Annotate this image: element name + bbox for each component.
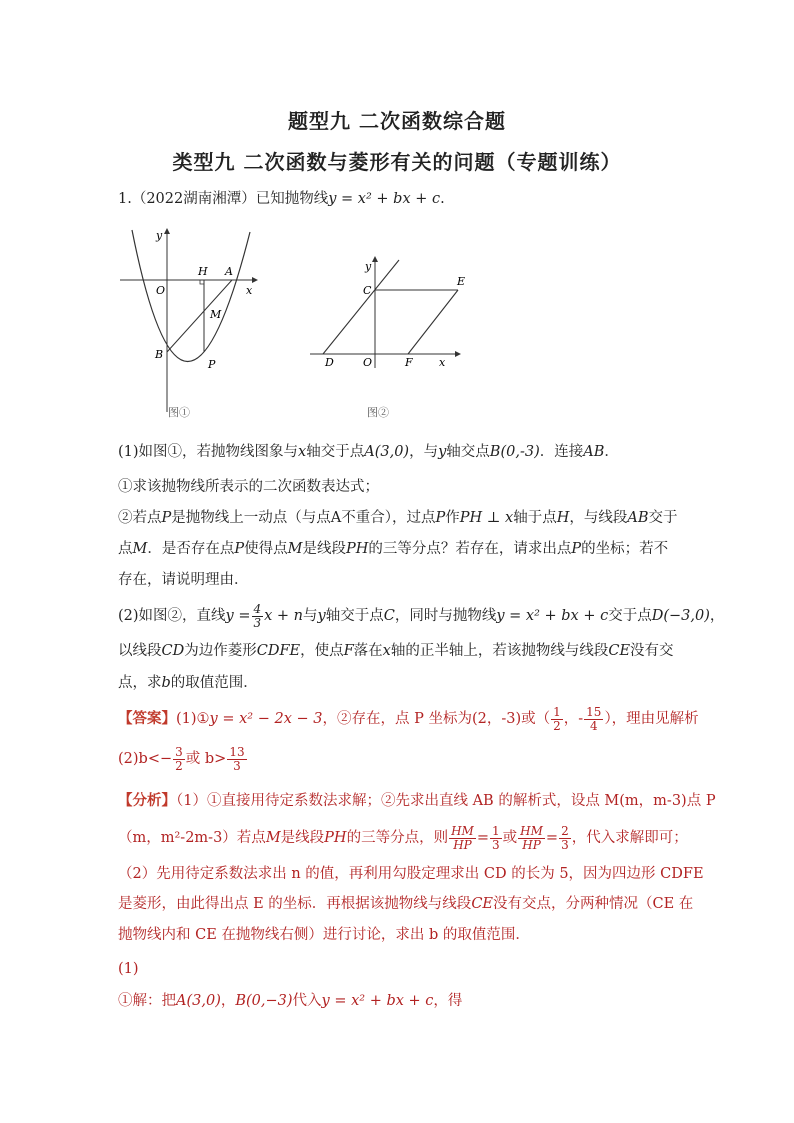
question-intro-text: 1.（2022湖南湘潭）已知抛物线 — [118, 191, 329, 207]
fraction — [584, 706, 603, 732]
part1-l3-c: 作 — [445, 510, 460, 526]
analysis-eq1: = — [476, 830, 489, 847]
solution-s1-A: A(3,0) — [176, 993, 221, 1009]
fig2-f-label: F — [405, 356, 413, 369]
part1-l1-e: ．连接 — [539, 444, 584, 460]
part1-l4-M: M — [132, 541, 148, 557]
part1-l4-b: ．是否存在点 — [147, 541, 235, 557]
part2-l3-b: b — [161, 675, 171, 691]
answer-f2n: 15 — [586, 705, 602, 719]
part2-l2-d: 落在 — [353, 643, 383, 659]
part1-l4-a: 点 — [118, 541, 133, 557]
part1-line5: 存在，请说明理由． — [118, 572, 249, 588]
part1-l3-d: 轴于点 — [513, 510, 557, 526]
answer-b2: 或 b> — [185, 751, 227, 768]
analysis-l4-CE: CE — [471, 896, 493, 912]
intro-end: . — [440, 191, 445, 207]
fraction — [252, 603, 264, 629]
part2-l1-f: y = x² + bx + c — [496, 608, 609, 625]
part2-l1-y: y = — [225, 608, 251, 625]
part1-l4-c: 使得点 — [244, 541, 288, 557]
page-title: 题型九 二次函数综合题 — [288, 109, 506, 133]
intro-formula: y = x² + bx + c — [328, 191, 441, 207]
fig1-h-label: H — [198, 265, 208, 278]
answer-f4d: 3 — [233, 758, 241, 773]
answer-line2 — [118, 746, 678, 772]
analysis-l2-d: 或 — [502, 830, 518, 847]
fig1-b-label: B — [155, 348, 164, 361]
fig2-caption: 图② — [367, 406, 389, 419]
part2-l1-fd: 3 — [253, 615, 262, 630]
part2-l1-g: 交于点 — [608, 608, 652, 625]
part1-l1-AB: AB — [583, 444, 605, 460]
question-intro — [118, 191, 678, 208]
part1-l1-B: B(0,-3) — [489, 444, 540, 460]
part2-l3-a: 点，求 — [118, 675, 162, 691]
analysis-f2d: 3 — [492, 837, 500, 852]
part2-l3-c: 的取值范围． — [170, 675, 258, 691]
answer-f3n: 3 — [175, 745, 183, 759]
figure-2 — [305, 250, 465, 422]
figure-1 — [112, 222, 262, 422]
solution-s1-d: ，得 — [433, 993, 463, 1009]
answer-f1n: 1 — [553, 705, 561, 719]
analysis-f1n: HM — [451, 824, 474, 838]
fig2-o-label: O — [363, 356, 373, 369]
fraction — [551, 706, 563, 732]
part1-l1-y: y — [438, 444, 447, 460]
analysis-l4-a: 是菱形，由此得出点 E 的坐标．再根据该抛物线与线段 — [118, 896, 472, 912]
analysis-l2-e: ，代入求解即可； — [571, 830, 688, 847]
analysis-f4n: 2 — [561, 824, 569, 838]
fraction — [490, 825, 502, 851]
analysis-line2 — [118, 824, 688, 852]
part2-l2-e: 轴的正半轴上，若该抛物线与线段 — [390, 643, 609, 659]
part1-l3-b: 是抛物线上一动点（与点A不重合），过点 — [171, 510, 436, 526]
analysis-l1: （1）①直接用待定系数法求解；②先求出直线 AB 的解析式，设点 M(m，m-3)点 P — [176, 793, 716, 809]
answer-a1: (1)① — [176, 711, 210, 728]
fig1-y-label: y — [156, 229, 163, 242]
solution-line1 — [118, 993, 678, 1010]
part1-l1-x: x — [298, 444, 307, 460]
solution-s1-c: 代入 — [292, 993, 322, 1009]
page-subtitle: 类型九 二次函数与菱形有关的问题（专题训练） — [172, 150, 622, 174]
part2-l2-a: 以线段 — [118, 643, 162, 659]
analysis-line4 — [118, 896, 694, 913]
part1-line1 — [118, 444, 678, 461]
fraction — [518, 825, 545, 851]
analysis-f2n: 1 — [492, 824, 500, 838]
part2-l1-fn: 4 — [253, 602, 262, 616]
part1-l3-P2: P — [435, 510, 446, 526]
part1-l4-e: 的三等分点？若存在，请求出点 — [368, 541, 572, 557]
fig2-c-label: C — [363, 284, 372, 297]
part1-line4 — [118, 541, 678, 558]
part1-l1-A: A(3,0) — [364, 444, 410, 460]
part1-l4-P: P — [234, 541, 245, 557]
fig2-e-label: E — [457, 275, 465, 288]
part2-l1-e: ，同时与抛物线 — [394, 608, 497, 625]
solution-s1: ①解：把 — [118, 993, 176, 1009]
part1-l3-e: ，与线段 — [569, 510, 628, 526]
analysis-label: 【分析】 — [118, 792, 176, 809]
analysis-line1 — [118, 792, 716, 810]
part1-l4-PH: PH — [345, 541, 369, 557]
fig1-m-label: M — [210, 308, 222, 321]
part1-l3-PH: PH ⊥ x — [459, 510, 514, 526]
analysis-l2-a: （m，m²-2m-3）若点 — [118, 830, 266, 847]
fig1-caption: 图① — [168, 406, 190, 419]
solution-s1-b: ， — [220, 993, 236, 1009]
part2-l2-b: 为边作菱形 — [184, 643, 257, 659]
analysis-f4d: 3 — [561, 837, 569, 852]
part2-line3 — [118, 675, 678, 692]
analysis-f1d: HP — [453, 837, 472, 852]
part1-l1-a: (1)如图①，若抛物线图象与 — [118, 444, 299, 460]
part1-line2: ①求该抛物线所表示的二次函数表达式； — [118, 479, 379, 495]
part2-l2-f: 没有交 — [630, 643, 674, 659]
fig1-x-label: x — [246, 284, 253, 297]
part1-line3 — [118, 510, 678, 527]
part2-l2-CDFE: CDFE — [256, 643, 301, 659]
part2-l2-x: x — [382, 643, 391, 659]
answer-label: 【答案】 — [118, 710, 176, 728]
part2-l2-CD: CD — [161, 643, 185, 659]
fig1-o-label: O — [156, 284, 166, 297]
part2-l1-d: 轴交于点 — [325, 608, 384, 625]
analysis-l4-b: 没有交点，分两种情况（CE 在 — [493, 896, 694, 912]
fraction — [173, 746, 185, 772]
answer-a1-formula: y = x² − 2x − 3 — [209, 711, 323, 728]
analysis-l2-b: 是线段 — [280, 830, 325, 847]
part2-l1-b: x + n — [264, 608, 304, 625]
part1-l4-f: 的坐标；若不 — [581, 541, 669, 557]
answer-a4: ），理由见解析 — [604, 711, 699, 728]
fig1-p-label: P — [208, 358, 216, 371]
analysis-l2-M: M — [265, 830, 281, 847]
answer-f2d: 4 — [589, 718, 598, 733]
part2-line2 — [118, 643, 678, 660]
solution-s1-B: B(0,−3) — [235, 993, 293, 1009]
solution-part-label: (1) — [118, 961, 139, 977]
answer-b1: (2)b<− — [118, 751, 173, 768]
part2-l2-CE: CE — [608, 643, 631, 659]
analysis-f3d: HP — [522, 837, 541, 852]
part2-l1-y2: y — [317, 608, 326, 625]
part2-line1 — [118, 602, 725, 630]
part1-l3-H: H — [556, 510, 570, 526]
part1-l1-b: 轴交于点 — [306, 444, 365, 460]
answer-a2: ，②存在，点 P 坐标为(2，-3)或（ — [322, 711, 551, 728]
part1-l3-AB: AB — [627, 510, 649, 526]
analysis-l2-c: 的三等分点，则 — [346, 830, 449, 847]
fig2-d-label: D — [325, 356, 334, 369]
part1-l4-d: 是线段 — [302, 541, 346, 557]
fraction — [449, 825, 476, 851]
fig1-a-label: A — [225, 265, 233, 278]
part1-l4-M2: M — [287, 541, 303, 557]
part1-l1-d: 轴交点 — [446, 444, 490, 460]
analysis-eq2: = — [545, 830, 559, 847]
fig2-y-label: y — [365, 260, 372, 273]
part1-l4-P2: P — [571, 541, 582, 557]
analysis-line5: 抛物线内和 CE 在抛物线右侧）进行讨论，求出 b 的取值范围． — [118, 927, 530, 943]
analysis-f3n: HM — [520, 824, 543, 838]
part1-l3-a: ②若点 — [118, 510, 162, 526]
part2-l1-h: ， — [709, 608, 725, 625]
answer-f1d: 2 — [553, 718, 561, 733]
analysis-l2-PH: PH — [324, 830, 347, 847]
answer-line1 — [118, 705, 699, 733]
part1-l3-P: P — [161, 510, 172, 526]
part2-l1-D: D(−3,0) — [651, 608, 710, 625]
fraction — [559, 825, 571, 851]
part2-l2-F: F — [343, 643, 354, 659]
answer-f3d: 2 — [175, 758, 183, 773]
part2-l1-c: 与 — [303, 608, 318, 625]
fraction — [227, 746, 246, 772]
part2-l2-c: ，使点 — [300, 643, 344, 659]
answer-f4n: 13 — [229, 745, 245, 759]
fig2-x-label: x — [439, 356, 446, 369]
solution-s1-f: y = x² + bx + c — [321, 993, 434, 1009]
answer-a3: ，- — [563, 711, 584, 728]
part1-l1-c: ，与 — [409, 444, 439, 460]
part2-l1-a: (2)如图②，直线 — [118, 608, 226, 625]
part2-l1-C: C — [383, 608, 395, 625]
part1-l3-f: 交于 — [648, 510, 678, 526]
part1-l1-f: ． — [604, 444, 619, 460]
analysis-line3: （2）先用待定系数法求出 n 的值，再利用勾股定理求出 CD 的长为 5，因为四边形 CDFE — [118, 866, 704, 882]
